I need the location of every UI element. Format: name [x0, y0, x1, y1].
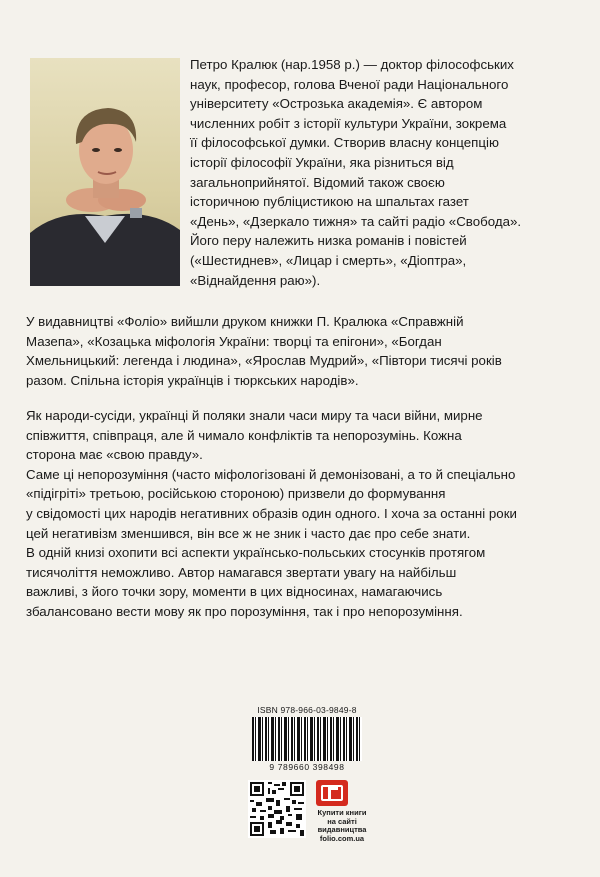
bio-line: історичною публіцистикою на шпальтах газет: [190, 194, 469, 210]
paragraph-line: співжиття, співпраця, але й чимало конфліктів та непорозумінь. Кожна: [26, 427, 462, 443]
bio-line: «День», «Дзеркало тижня» та сайті радіо «Свобода».: [190, 213, 522, 229]
buy-online-note: [312, 809, 372, 843]
annotation-paragraph: [26, 406, 592, 622]
paragraph-line: Мазепа», «Козацька міфологія України: творці та епігони», «Богдан: [26, 333, 442, 349]
bio-line: «Віднайдення раю»).: [190, 272, 321, 288]
folio-logo-icon: [316, 780, 348, 806]
paragraph-line: тисячоліття неможливо. Автор намагався звертати увагу на найбільш: [26, 564, 457, 580]
bio-line: численних робіт з історії культури України, зокрема: [190, 115, 507, 131]
paragraph-line: збалансовано вести мову як про порозуміння, так і про непорозуміння.: [26, 603, 463, 619]
paragraph-line: у свідомості цих народів негативних образів один одного. І хоча за останні роки: [26, 505, 517, 521]
qr-code-icon: [248, 780, 306, 838]
buy-text-line: на сайті: [327, 816, 357, 826]
buy-text-line: Купити книги: [317, 808, 367, 817]
paragraph-line: важливі, з його точки зору, моменти в цих відносинах, намагаючись: [26, 584, 443, 600]
buy-text-line: folio.com.ua: [319, 833, 365, 843]
bio-line: («Шестиднев», «Лицар і смерть», «Діоптра»,: [190, 252, 467, 268]
paragraph-line: В одній книзі охопити всі аспекти українсько-польських стосунків протягом: [26, 545, 486, 561]
folio-books-paragraph: [26, 312, 592, 390]
isbn-label: ISBN 978-966-03-9849-8: [257, 705, 357, 715]
author-photo: [30, 58, 180, 286]
paragraph-line: У видавництві «Фоліо» вийшли друком книжки П. Кралюка «Справжній: [26, 314, 464, 329]
author-bio: [190, 55, 590, 290]
bio-line: Петро Кралюк (нар.1958 р.) — доктор філософських: [190, 57, 514, 72]
bio-line: університету «Острозька академія». Є автором: [190, 96, 483, 112]
buy-text-line: видавництва: [317, 825, 367, 834]
paragraph-line: цей негативізм зменшився, він все ж не зник і часто дає про себе знати.: [26, 525, 471, 541]
bio-line: Його перу належить низка романів і повістей: [190, 233, 467, 249]
bio-line: її філософської думки. Створив власну концепцію: [190, 135, 499, 151]
isbn-barcode: [248, 705, 366, 773]
paragraph-line: «підігріті» третьою, російською стороною) призвели до формування: [26, 486, 446, 502]
barcode-digits: 9 789660 398498: [269, 762, 345, 772]
paragraph-line: Як народи-сусіди, українці й поляки знали часи миру та часи війни, мирне: [26, 408, 483, 423]
paragraph-line: Хмельницький: легенда і людина», «Ярослав Мудрий», «Півтори тисячі років: [26, 353, 502, 369]
paragraph-line: разом. Спільна історія українців і тюркських народів».: [26, 372, 359, 388]
bio-line: загальноприйнятої. Відомий також своєю: [190, 174, 445, 190]
bio-line: наук, професор, голова Вченої ради Національного: [190, 76, 509, 92]
paragraph-line: Саме ці непорозуміння (часто міфологізовані й демонізовані, а то й спеціально: [26, 466, 516, 482]
bio-line: історії філософії України, яка різниться від: [190, 154, 454, 170]
barcode-icon: [252, 717, 362, 761]
paragraph-line: сторона має «свою правду».: [26, 447, 203, 463]
